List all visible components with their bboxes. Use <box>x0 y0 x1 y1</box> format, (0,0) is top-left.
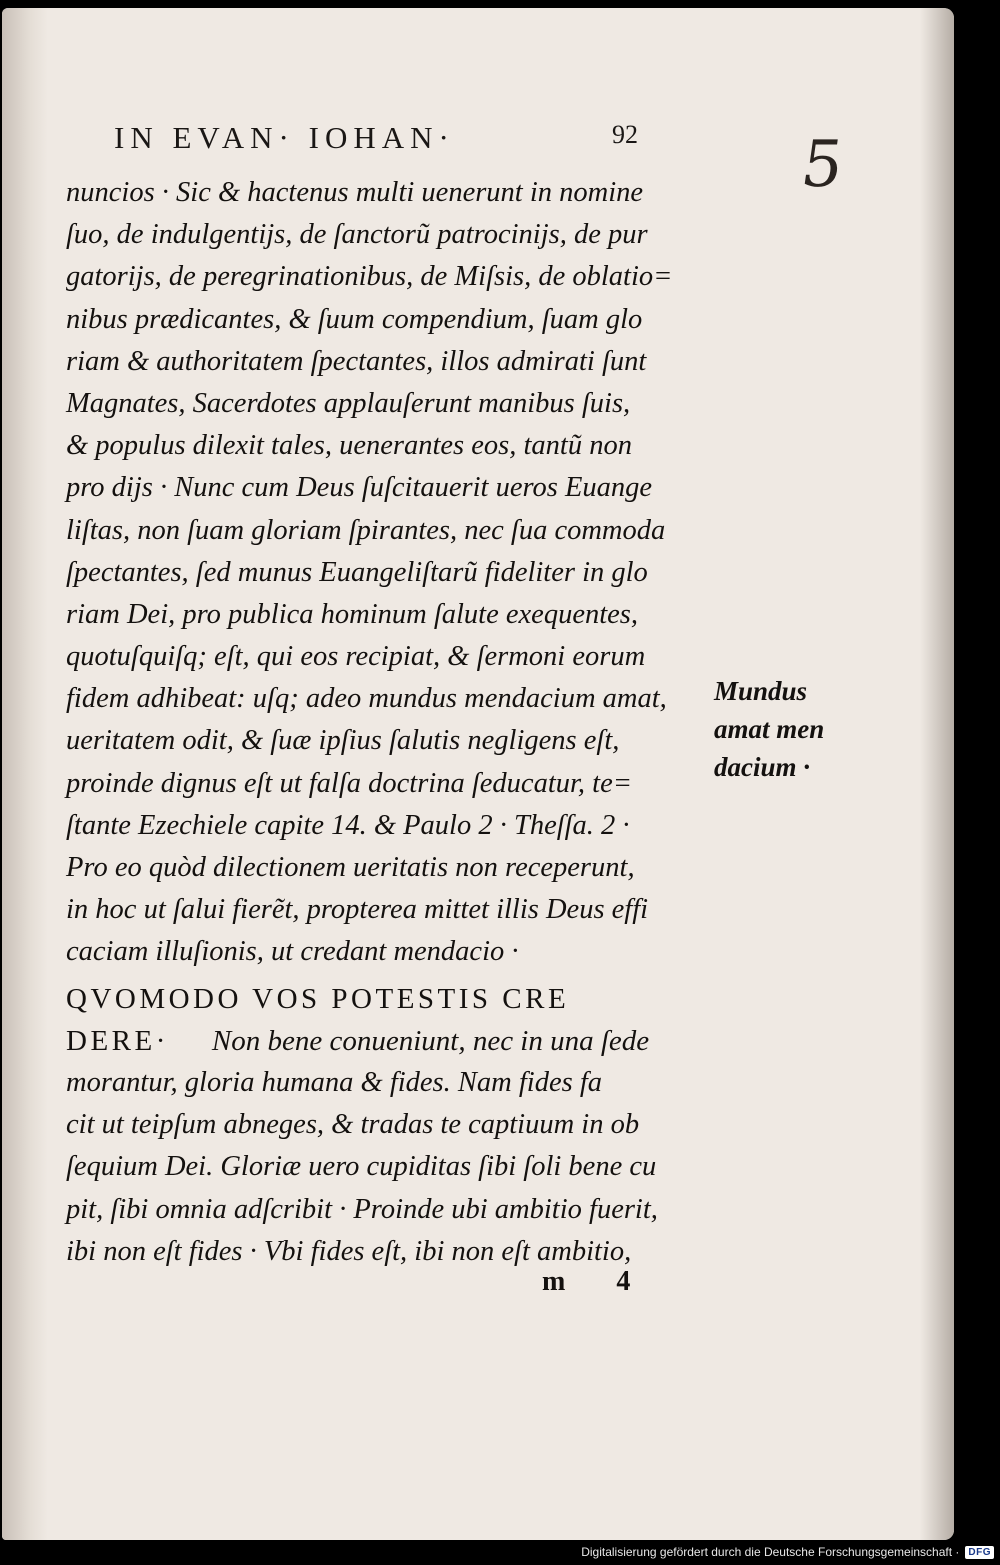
footer <box>581 1541 994 1563</box>
marginal-note-line: Mundus <box>714 676 808 706</box>
marginal-note-line: amat men <box>714 714 825 744</box>
text-line: Pro eo quòd dilectionem ueritatis non receperunt, <box>66 852 635 883</box>
book-page <box>2 8 954 1540</box>
text-line: nuncios · Sic & hactenus multi uenerunt in nomine <box>66 177 644 208</box>
funding-notice: Digitalisierung gefördert durch die Deutsche Forschungsgemeinschaft · <box>581 1545 960 1559</box>
section-heading-end: DERE· <box>66 1024 169 1057</box>
text-line: ſequium Dei. Gloriæ uero cupiditas ſibi ſoli bene cu <box>66 1151 657 1183</box>
text-line: fidem adhibeat: uſq; adeo mundus mendacium amat, <box>66 683 667 715</box>
text-line: caciam illuſionis, ut credant mendacio · <box>66 936 519 968</box>
section-first-line: Non bene conueniunt, nec in una ſede <box>211 1024 650 1057</box>
text-line: Magnates, Sacerdotes applauſerunt manibus ſuis, <box>66 387 631 419</box>
text-line: ſpectantes, ſed munus Euangeliſtarũ fideliter in glo <box>66 556 648 588</box>
text-line: ibi non eſt fides · Vbi fides eſt, ibi non eſt ambitio, <box>66 1235 632 1267</box>
section-heading: QVOMODO VOS POTESTIS CRE <box>66 982 570 1015</box>
text-line: liſtas, non ſuam gloriam ſpirantes, nec ſua commoda <box>66 514 666 546</box>
text-line: riam Dei, pro publica hominum ſalute exequentes, <box>66 598 639 630</box>
marginal-note <box>714 672 824 786</box>
manuscript-annotation: 5 <box>796 128 848 202</box>
text-line: ſuo, de indulgentijs, de ſanctorũ patrocinijs, de pur <box>66 219 648 251</box>
main-text-block <box>66 172 706 1273</box>
text-line: gatorijs, de peregrinationibus, de Miſsis, de oblatio= <box>66 261 673 293</box>
section-heading-continuation <box>66 1020 706 1062</box>
marginal-note-line: dacium · <box>714 752 811 782</box>
dfg-logo: DFG <box>965 1546 994 1559</box>
text-line: nibus prædicantes, & ſuum compendium, ſuam glo <box>66 303 643 335</box>
text-line: ſtante Ezechiele capite 14. & Paulo 2 · Theſſa. 2 · <box>66 809 630 841</box>
text-line: pro dijs · Nunc cum Deus ſuſcitauerit ueros Euange <box>66 472 653 504</box>
text-line: morantur, gloria humana & fides. Nam fides fa <box>66 1066 602 1098</box>
text-line: proinde dignus eſt ut falſa doctrina ſeducatur, te= <box>66 767 632 799</box>
running-head-title: IN EVAN· IOHAN· <box>114 120 455 155</box>
running-head <box>114 120 674 166</box>
signature-mark: m 4 <box>542 1266 653 1297</box>
text-line: & populus dilexit tales, uenerantes eos, tantũ non <box>66 430 632 462</box>
text-line: in hoc ut ſalui fierẽt, propterea mittet illis Deus effi <box>66 894 649 926</box>
text-line: quotuſquiſq; eſt, qui eos recipiat, & ſermoni eorum <box>66 641 646 673</box>
text-line: cit ut teipſum abneges, & tradas te captiuum in ob <box>66 1109 640 1141</box>
page-number: 92 <box>612 120 638 149</box>
text-line: riam & authoritatem ſpectantes, illos admirati ſunt <box>66 345 647 377</box>
text-line: ueritatem odit, & ſuæ ipſius ſalutis negligens eſt, <box>66 725 620 757</box>
text-line: pit, ſibi omnia adſcribit · Proinde ubi ambitio fuerit, <box>66 1193 658 1225</box>
